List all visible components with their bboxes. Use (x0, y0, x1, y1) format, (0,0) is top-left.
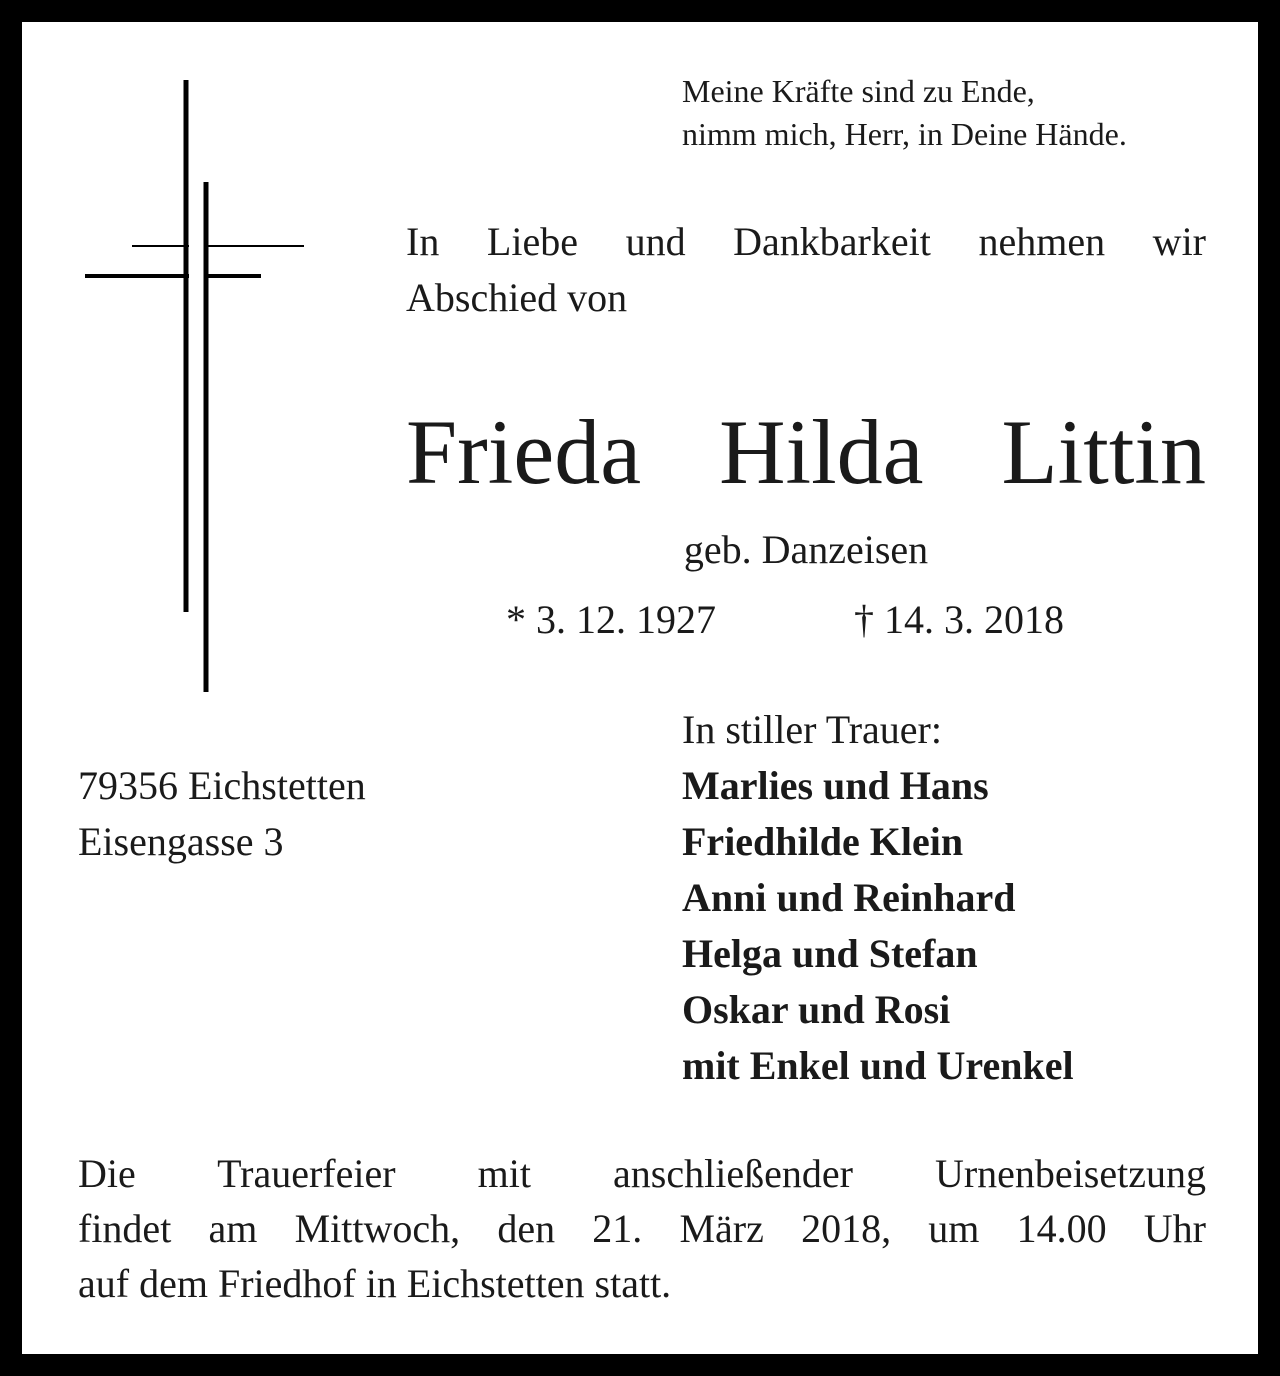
mourner-name: Helga und Stefan (682, 931, 978, 976)
mourner-name: Anni und Reinhard (682, 875, 1016, 920)
mourner-name: mit Enkel und Urenkel (682, 1043, 1074, 1088)
address-line: Eisengasse 3 (78, 819, 284, 864)
mourners-heading: In stiller Trauer: (682, 707, 942, 752)
motto-verse (682, 70, 1222, 156)
ceremony-line: auf dem Friedhof in Eichstetten statt. (78, 1261, 672, 1306)
intro-text (406, 214, 1206, 326)
birth-date: * 3. 12. 1927 (506, 597, 716, 642)
motto-line: nimm mich, Herr, in Deine Hände. (682, 116, 1127, 152)
death-date: † 14. 3. 2018 (854, 597, 1064, 642)
deceased-name: Frieda Hilda Littin (406, 401, 1206, 503)
ceremony-line: Die Trauerfeier mit anschließender Urnenbeisetzung (78, 1151, 1206, 1196)
intro-line: Abschied von (406, 275, 628, 320)
address-block (78, 758, 598, 870)
ceremony-notice (78, 1146, 1206, 1311)
mourners-block (682, 702, 1242, 1094)
intro-line: In Liebe und Dankbarkeit nehmen wir (406, 219, 1206, 264)
ceremony-line: findet am Mittwoch, den 21. März 2018, um 14.00 Uhr (78, 1206, 1206, 1251)
cross-icon (80, 78, 310, 698)
motto-line: Meine Kräfte sind zu Ende, (682, 73, 1035, 109)
mourner-name: Oskar und Rosi (682, 987, 951, 1032)
address-line: 79356 Eichstetten (78, 763, 366, 808)
mourner-name: Marlies und Hans (682, 763, 989, 808)
maiden-name: geb. Danzeisen (683, 527, 929, 572)
mourner-name: Friedhilde Klein (682, 819, 964, 864)
